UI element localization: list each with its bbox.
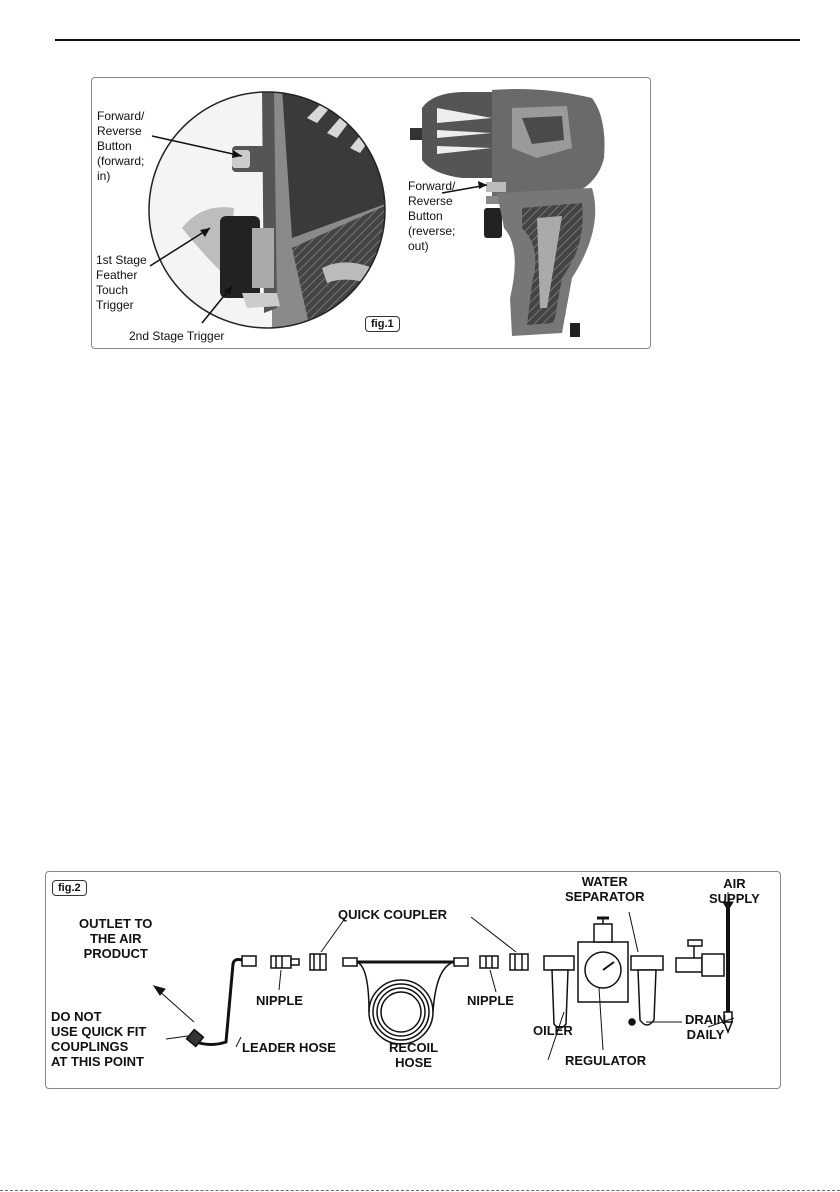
quick-coupler-left (310, 954, 326, 970)
label-do-not: DO NOT USE QUICK FIT COUPLINGS AT THIS POINT (51, 1009, 147, 1069)
callout-trigger2: 2nd Stage Trigger (129, 329, 225, 343)
label-recoil-hose: RECOIL HOSE (389, 1040, 439, 1070)
nipple-right (480, 956, 498, 968)
header-rule (55, 39, 800, 41)
figure-1 (91, 77, 651, 349)
label-regulator: REGULATOR (565, 1053, 647, 1068)
footer-rule (0, 1190, 840, 1191)
label-air-supply: AIR SUPPLY (709, 876, 760, 906)
label-drain-daily: DRAIN DAILY (685, 1012, 727, 1042)
label-outlet: OUTLET TO THE AIR PRODUCT (79, 916, 153, 961)
fig2-label: fig.2 (52, 880, 87, 896)
label-quick-coupler: QUICK COUPLER (338, 907, 448, 922)
label-oiler: OILER (533, 1023, 573, 1038)
recoil-hose (343, 958, 468, 1044)
quick-coupler-right (510, 954, 528, 970)
fig1-illustration (92, 78, 650, 348)
figure-2 (45, 871, 781, 1089)
leader-hose-end (242, 956, 256, 966)
fig1-label: fig.1 (365, 316, 400, 332)
label-water-separator: WATER SEPARATOR (565, 874, 645, 904)
label-nipple-left: NIPPLE (256, 993, 303, 1008)
callout-trigger1: 1st Stage Feather Touch Trigger (96, 253, 147, 312)
callout-fr-reverse: Forward/ Reverse Button (reverse; out) (408, 179, 456, 253)
frl-unit (544, 918, 663, 1028)
callout-fr-forward: Forward/ Reverse Button (forward; in) (97, 109, 145, 183)
label-nipple-right: NIPPLE (467, 993, 514, 1008)
leader-hose (196, 960, 242, 1045)
magnified-view (142, 88, 402, 338)
label-leader-hose: LEADER HOSE (242, 1040, 336, 1055)
arrow-outlet (158, 990, 194, 1022)
nipple-left (271, 956, 299, 968)
